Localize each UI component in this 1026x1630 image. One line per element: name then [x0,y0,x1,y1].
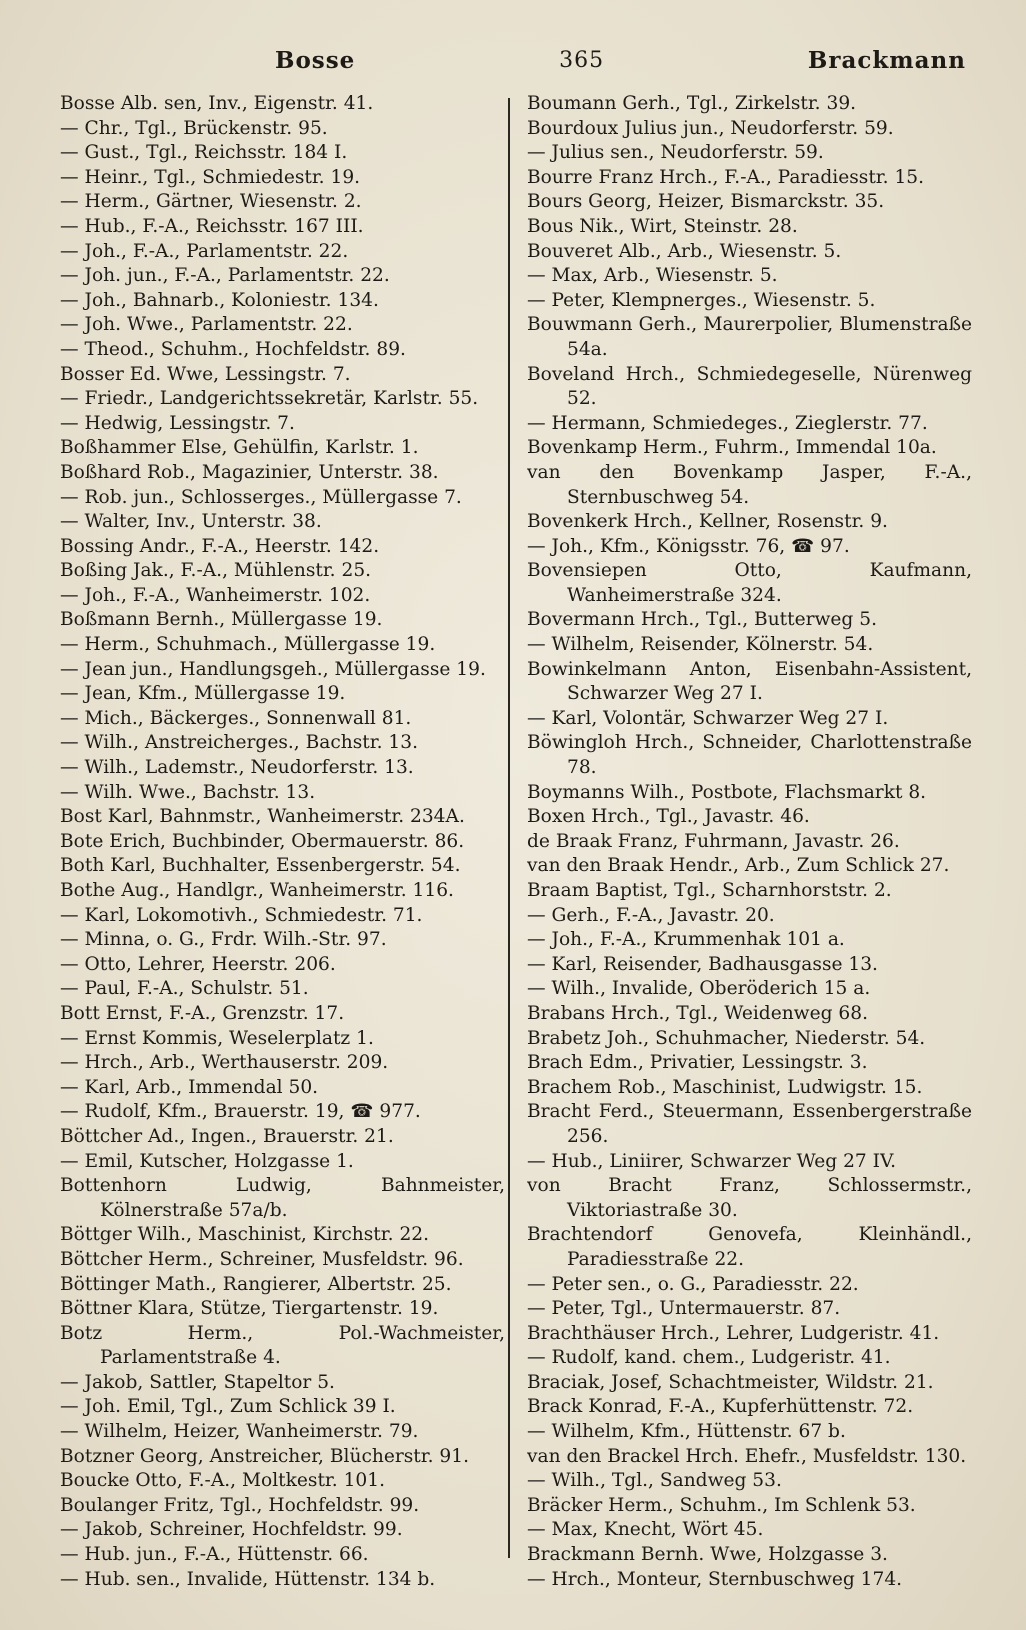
directory-entry: van den Bovenkamp Jasper, F.-A., Sternbuschweg 54. [527,461,972,508]
directory-entry: Böttner Klara, Stütze, Tiergartenstr. 19. [60,1298,439,1320]
directory-entry: Boxen Hrch., Tgl., Javastr. 46. [527,806,810,828]
directory-entry: von Bracht Franz, Schlossermstr., Viktoriastraße 30. [527,1175,972,1221]
directory-entry: Bourre Franz Hrch., F.-A., Paradiesstr. 15. [527,166,925,188]
directory-entry: — Max, Knecht, Wört 45. [527,1519,764,1541]
directory-entry: — Wilh. Wwe., Bachstr. 13. [60,781,316,803]
directory-entry: Boßing Jak., F.-A., Mühlenstr. 25. [60,560,372,582]
directory-entry: — Joh., F.-A., Wanheimerstr. 102. [60,584,371,606]
directory-entry: — Peter sen., o. G., Paradiesstr. 22. [527,1273,859,1295]
directory-entry: Böttcher Herm., Schreiner, Musfeldstr. 96. [60,1248,464,1270]
directory-entry: Botz Herm., Pol.-Wachmeister, Parlamentstraße 4. [60,1322,505,1369]
header-left-word: Bosse [275,46,356,74]
directory-entry: — Wilh., Tgl., Sandweg 53. [527,1470,782,1492]
directory-entry: Bosse Alb. sen, Inv., Eigenstr. 41. [60,93,374,114]
directory-entry: — Gerh., F.-A., Javastr. 20. [527,904,775,926]
directory-entry: van den Brackel Hrch. Ehefr., Musfeldstr. 130. [527,1445,967,1467]
directory-entry: — Hub., F.-A., Reichsstr. 167 III. [60,215,364,237]
directory-entry: Brabetz Joh., Schuhmacher, Niederstr. 54. [527,1027,926,1049]
directory-entry: Boßmann Bernh., Müllergasse 19. [60,609,383,631]
directory-entry: — Joh., F.-A., Parlamentstr. 22. [60,240,349,262]
directory-entry: Bracht Ferd., Steuermann, Essenbergerstraße 256. [527,1101,972,1147]
directory-entry: Brackmann Bernh. Wwe, Holzgasse 3. [527,1544,888,1566]
directory-entry: Böttinger Math., Rangierer, Albertstr. 25. [60,1273,452,1295]
directory-entry: Boßhard Rob., Magazinier, Unterstr. 38. [60,461,439,483]
directory-entry: — Hedwig, Lessingstr. 7. [60,412,295,434]
directory-entry: Braam Baptist, Tgl., Scharnhorststr. 2. [527,880,892,901]
page-header [60,40,966,80]
directory-entry: — Karl, Lokomotivh., Schmiedestr. 71. [60,904,423,926]
directory-entry: — Hub. jun., F.-A., Hüttenstr. 66. [60,1544,369,1566]
directory-entry: Brachthäuser Hrch., Lehrer, Ludgeristr. 41. [527,1322,940,1344]
directory-entry: — Hrch., Arb., Werthauserstr. 209. [60,1052,389,1074]
directory-entry: — Herm., Gärtner, Wiesenstr. 2. [60,191,362,213]
directory-entry: Bote Erich, Buchbinder, Obermauerstr. 86. [60,830,465,852]
directory-entry: Bovermann Hrch., Tgl., Butterweg 5. [527,609,877,631]
directory-entry: Botzner Georg, Anstreicher, Blücherstr. 91. [60,1445,469,1467]
header-right-word: Brackmann [807,46,966,74]
directory-entry: Brabans Hrch., Tgl., Weidenweg 68. [527,1002,868,1024]
directory-entry: Both Karl, Buchhalter, Essenbergerstr. 54. [60,855,461,877]
directory-entry: — Walter, Inv., Unterstr. 38. [60,511,322,533]
directory-entry: Böwingloh Hrch., Schneider, Charlottenstraße 78. [527,732,972,779]
directory-entry: — Joh., Kfm., Königsstr. 76, ☎ 97. [527,535,850,557]
directory-entry: Bottenhorn Ludwig, Bahnmeister, Kölnerstraße 57a/b. [60,1175,505,1221]
directory-entry: Boumann Gerh., Tgl., Zirkelstr. 39. [527,93,857,114]
directory-entry: Boymanns Wilh., Postbote, Flachsmarkt 8. [527,781,927,803]
directory-entry: — Wilhelm, Kfm., Hüttenstr. 67 b. [527,1421,846,1443]
directory-entry: Bouveret Alb., Arb., Wiesenstr. 5. [527,240,842,262]
directory-entry: — Hermann, Schmiedeges., Zieglerstr. 77. [527,412,928,434]
directory-entry: — Rob. jun., Schlosserges., Müllergasse 7. [60,486,462,508]
directory-entry: Boveland Hrch., Schmiedegeselle, Nürenweg 52. [527,363,972,410]
directory-entry: — Paul, F.-A., Schulstr. 51. [60,978,309,1000]
directory-entry: — Wilh., Anstreicherges., Bachstr. 13. [60,732,418,754]
directory-entry: Bräcker Herm., Schuhm., Im Schlenk 53. [527,1494,916,1516]
directory-entry: — Karl, Volontär, Schwarzer Weg 27 I. [527,707,889,729]
directory-entry: — Julius sen., Neudorferstr. 59. [527,142,824,164]
directory-entry: — Mich., Bäckerges., Sonnenwall 81. [60,707,412,729]
directory-entry: Boulanger Fritz, Tgl., Hochfeldstr. 99. [60,1494,420,1516]
directory-entry: Bours Georg, Heizer, Bismarckstr. 35. [527,191,885,213]
page-number: 365 [559,47,605,73]
left-column [60,92,505,1592]
directory-entry: Bosser Ed. Wwe, Lessingstr. 7. [60,363,351,385]
directory-entry: — Minna, o. G., Frdr. Wilh.-Str. 97. [60,929,387,951]
directory-entry: Brachtendorf Genovefa, Kleinhändl., Paradiesstraße 22. [527,1224,972,1270]
directory-entry: — Hub., Liniirer, Schwarzer Weg 27 IV. [527,1150,897,1172]
directory-entry: — Jean jun., Handlungsgeh., Müllergasse 19. [60,658,486,680]
directory-entry: Boßhammer Else, Gehülfin, Karlstr. 1. [60,437,419,459]
directory-entry: — Joh. Wwe., Parlamentstr. 22. [60,314,353,336]
directory-entry: Boucke Otto, F.-A., Moltkestr. 101. [60,1470,385,1492]
directory-entry: Bovensiepen Otto, Kaufmann, Wanheimerstraße 324. [527,560,972,606]
directory-entry: — Theod., Schuhm., Hochfeldstr. 89. [60,338,406,360]
directory-entry: — Karl, Arb., Immendal 50. [60,1076,319,1098]
directory-entry: — Rudolf, Kfm., Brauerstr. 19, ☎ 977. [60,1101,421,1123]
directory-entry: Braciak, Josef, Schachtmeister, Wildstr. 21. [527,1371,934,1393]
directory-entry: Bott Ernst, F.-A., Grenzstr. 17. [60,1002,345,1024]
directory-entry: Bous Nik., Wirt, Steinstr. 28. [527,215,798,237]
directory-entry: — Chr., Tgl., Brückenstr. 95. [60,117,328,139]
directory-entry: — Wilh., Lademstr., Neudorferstr. 13. [60,757,414,779]
directory-entry: — Friedr., Landgerichtssekretär, Karlstr. 55. [60,388,479,410]
directory-entry: Bovenkerk Hrch., Kellner, Rosenstr. 9. [527,511,888,533]
directory-entry: — Jakob, Sattler, Stapeltor 5. [60,1371,335,1393]
directory-entry: — Gust., Tgl., Reichsstr. 184 I. [60,142,348,164]
directory-entry: — Wilh., Invalide, Oberöderich 15 a. [527,978,871,1000]
directory-entry: — Karl, Reisender, Badhausgasse 13. [527,953,878,975]
directory-entry: — Emil, Kutscher, Holzgasse 1. [60,1150,354,1172]
directory-entry: Brack Konrad, F.-A., Kupferhüttenstr. 72. [527,1396,914,1418]
directory-entry: Brach Edm., Privatier, Lessingstr. 3. [527,1052,868,1074]
directory-entry: — Wilhelm, Reisender, Kölnerstr. 54. [527,634,874,656]
directory-entry: — Jakob, Schreiner, Hochfeldstr. 99. [60,1519,403,1541]
directory-entry: Bossing Andr., F.-A., Heerstr. 142. [60,535,380,557]
directory-entry: — Max, Arb., Wiesenstr. 5. [527,265,778,287]
directory-entry: Bouwmann Gerh., Maurerpolier, Blumenstraße 54a. [527,314,972,360]
directory-entry: — Otto, Lehrer, Heerstr. 206. [60,953,336,975]
directory-entry: Böttger Wilh., Maschinist, Kirchstr. 22. [60,1224,430,1246]
directory-entry: de Braak Franz, Fuhrmann, Javastr. 26. [527,830,900,852]
directory-entry: — Rudolf, kand. chem., Ludgeristr. 41. [527,1347,891,1369]
directory-entry: Bost Karl, Bahnmstr., Wanheimerstr. 234A. [60,806,465,828]
directory-entry: Böttcher Ad., Ingen., Brauerstr. 21. [60,1125,394,1147]
directory-entry: Bowinkelmann Anton, Eisenbahn-Assistent, Schwarzer Weg 27 I. [527,658,972,705]
directory-entry: Bovenkamp Herm., Fuhrm., Immendal 10a. [527,437,937,459]
directory-entry: — Jean, Kfm., Müllergasse 19. [60,683,346,705]
column-divider [508,98,510,1558]
directory-entry: — Joh., Bahnarb., Koloniestr. 134. [60,289,379,311]
directory-entry: — Hub. sen., Invalide, Hüttenstr. 134 b. [60,1568,436,1590]
directory-entry: Brachem Rob., Maschinist, Ludwigstr. 15. [527,1076,923,1098]
directory-entry: — Heinr., Tgl., Schmiedestr. 19. [60,166,361,188]
directory-entry: — Wilhelm, Heizer, Wanheimerstr. 79. [60,1421,419,1443]
directory-entry: — Herm., Schuhmach., Müllergasse 19. [60,634,436,656]
directory-entry: — Peter, Klempnerges., Wiesenstr. 5. [527,289,876,311]
directory-entry: — Hrch., Monteur, Sternbuschweg 174. [527,1568,903,1590]
directory-entry: Bourdoux Julius jun., Neudorferstr. 59. [527,117,894,139]
directory-entry: — Joh., F.-A., Krummenhak 101 a. [527,929,845,951]
directory-entry: — Peter, Tgl., Untermauerstr. 87. [527,1298,841,1320]
directory-entry: — Joh. jun., F.-A., Parlamentstr. 22. [60,265,390,287]
directory-entry: Bothe Aug., Handlgr., Wanheimerstr. 116. [60,880,454,901]
right-column [527,92,972,1592]
directory-entry: van den Braak Hendr., Arb., Zum Schlick 27. [527,855,950,877]
directory-entry: — Ernst Kommis, Weselerplatz 1. [60,1027,374,1049]
directory-entry: — Joh. Emil, Tgl., Zum Schlick 39 I. [60,1396,396,1418]
